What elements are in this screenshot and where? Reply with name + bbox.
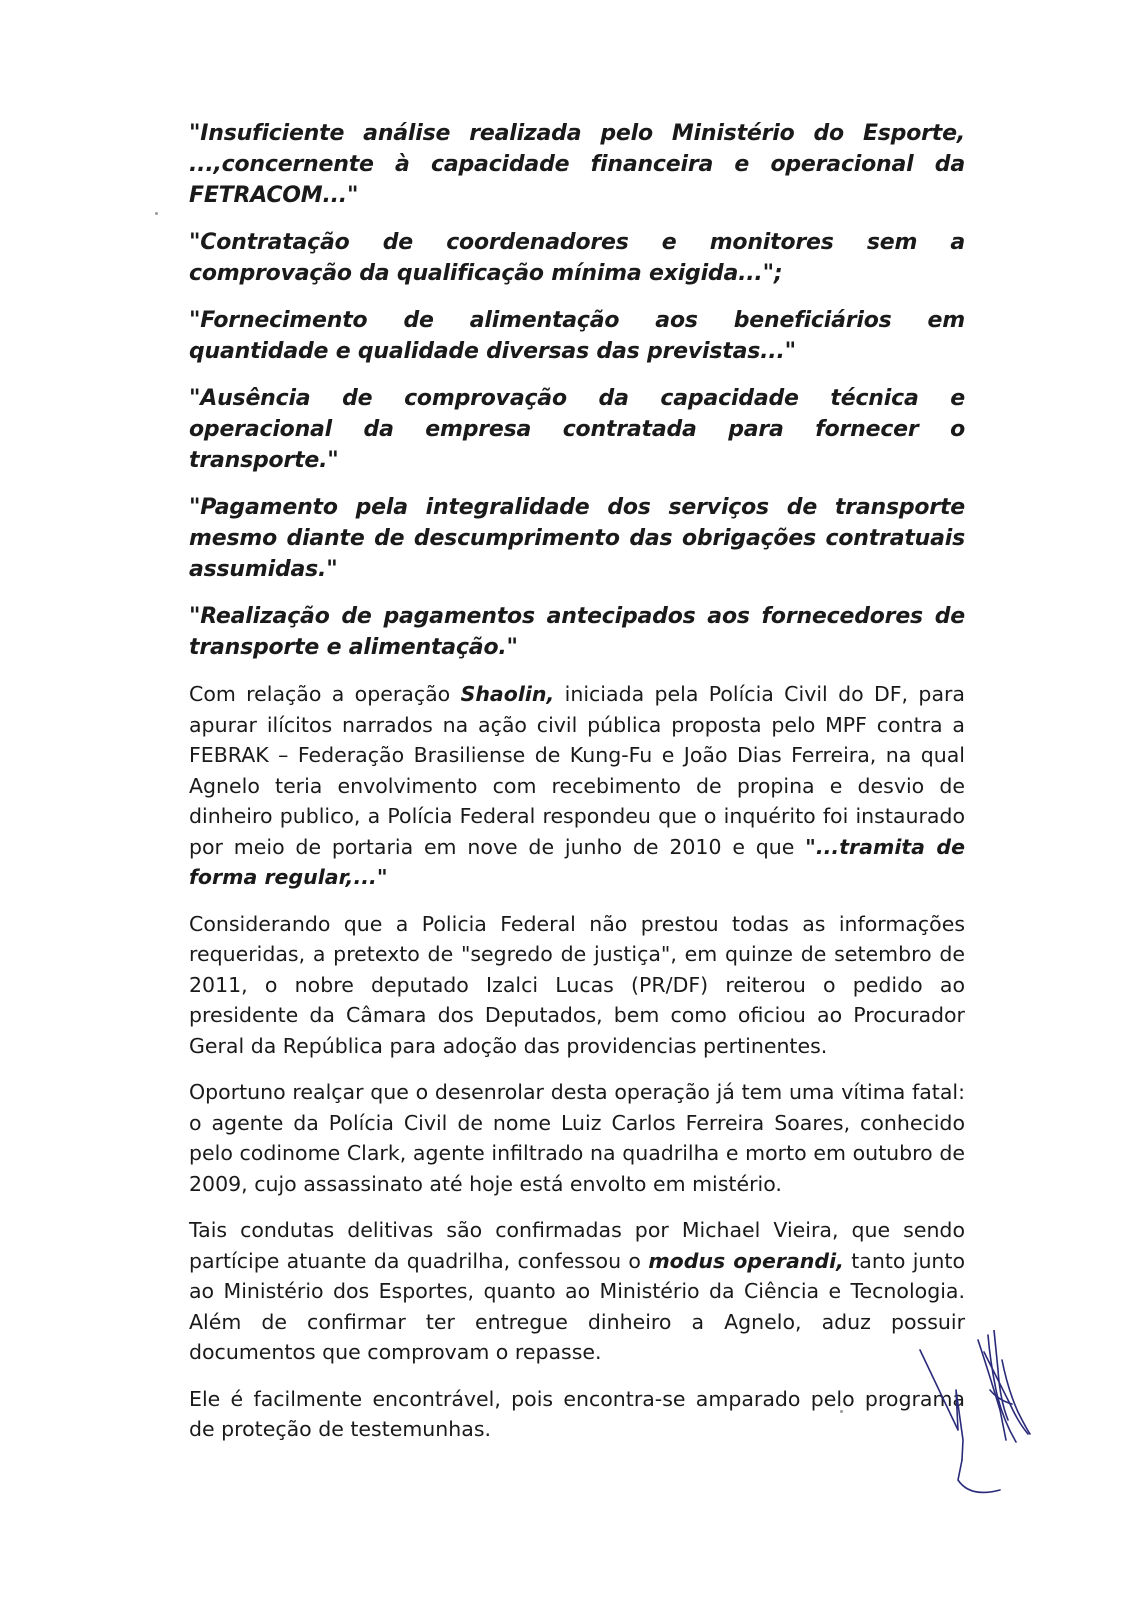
quote-2: "Contratação de coordenadores e monitores sem a comprovação da qualificação mínima exigida..."; (189, 230, 965, 286)
quote-3: "Fornecimento de alimentação aos beneficiários em quantidade e qualidade diversas das previstas..." (189, 308, 965, 364)
quote-6: "Realização de pagamentos antecipados aos fornecedores de transporte e alimentação." (189, 604, 965, 660)
document-body (189, 118, 965, 1461)
paragraph-modus-operandi (189, 1215, 965, 1368)
scan-speck (840, 1410, 843, 1413)
paragraph-witness-protection: Ele é facilmente encontrável, pois encontra-se amparado pelo programa de proteção de testemunhas. (189, 1386, 965, 1441)
paragraph-text: Tais condutas delitivas são confirmadas por Michael Vieira, que sendo partícipe atuante da quadrilha, confessou o (189, 1218, 965, 1273)
paragraph-text: Com relação a operação (189, 682, 461, 706)
scan-speck (155, 212, 158, 215)
paragraph-text: iniciada pela Polícia Civil do DF, para apurar ilícitos narrados na ação civil pública proposta pelo MPF contra a FEBRAK – Federação Brasiliense de Kung-Fu e João Dias Ferreira, na qual Agnelo teria envolvimento com recebimento de propina e desvio de dinheiro publico, a Polícia Federal respondeu que o inquérito foi instaurado por meio de portaria em nove de junho de 2010 e que (189, 682, 965, 859)
paragraph-fatal-victim: Oportuno realçar que o desenrolar desta operação já tem uma vítima fatal: o agente da Polícia Civil de nome Luiz Carlos Ferreira Soares, conhecido pelo codinome Clark, agente infiltrado na quadrilha e morto em outubro de 2009, cujo assassinato até hoje está envolto em mistério. (189, 1080, 965, 1196)
operation-name: Shaolin, (460, 682, 555, 706)
handwritten-signature (918, 1330, 1078, 1550)
quote-4: "Ausência de comprovação da capacidade técnica e operacional da empresa contratada para fornecer o transporte." (189, 386, 965, 473)
paragraph-shaolin-operation (189, 679, 965, 893)
modus-operandi-term: modus operandi, (648, 1248, 844, 1273)
quote-5: "Pagamento pela integralidade dos serviços de transporte mesmo diante de descumprimento das obrigações contratuais assumidas." (189, 495, 965, 582)
inline-quote: "...tramita de forma regular,..." (189, 834, 965, 889)
paragraph-text: tanto junto ao Ministério dos Esportes, quanto ao Ministério da Ciência e Tecnologia. Além de confirmar ter entregue dinheiro a Agnelo, aduz possuir documentos que comprovam o repasse. (189, 1248, 966, 1364)
quote-1: "Insuficiente análise realizada pelo Ministério do Esporte, ...,concernente à capacidade financeira e operacional da FETRACOM..." (189, 121, 965, 208)
paragraph-federal-police: Considerando que a Policia Federal não prestou todas as informações requeridas, a pretexto de "segredo de justiça", em quinze de setembro de 2011, o nobre deputado Izalci Lucas (PR/DF) reiterou o pedido ao presidente da Câmara dos Deputados, bem como oficiou ao Procurador Geral da República para adoção das providencias pertinentes. (189, 911, 965, 1058)
